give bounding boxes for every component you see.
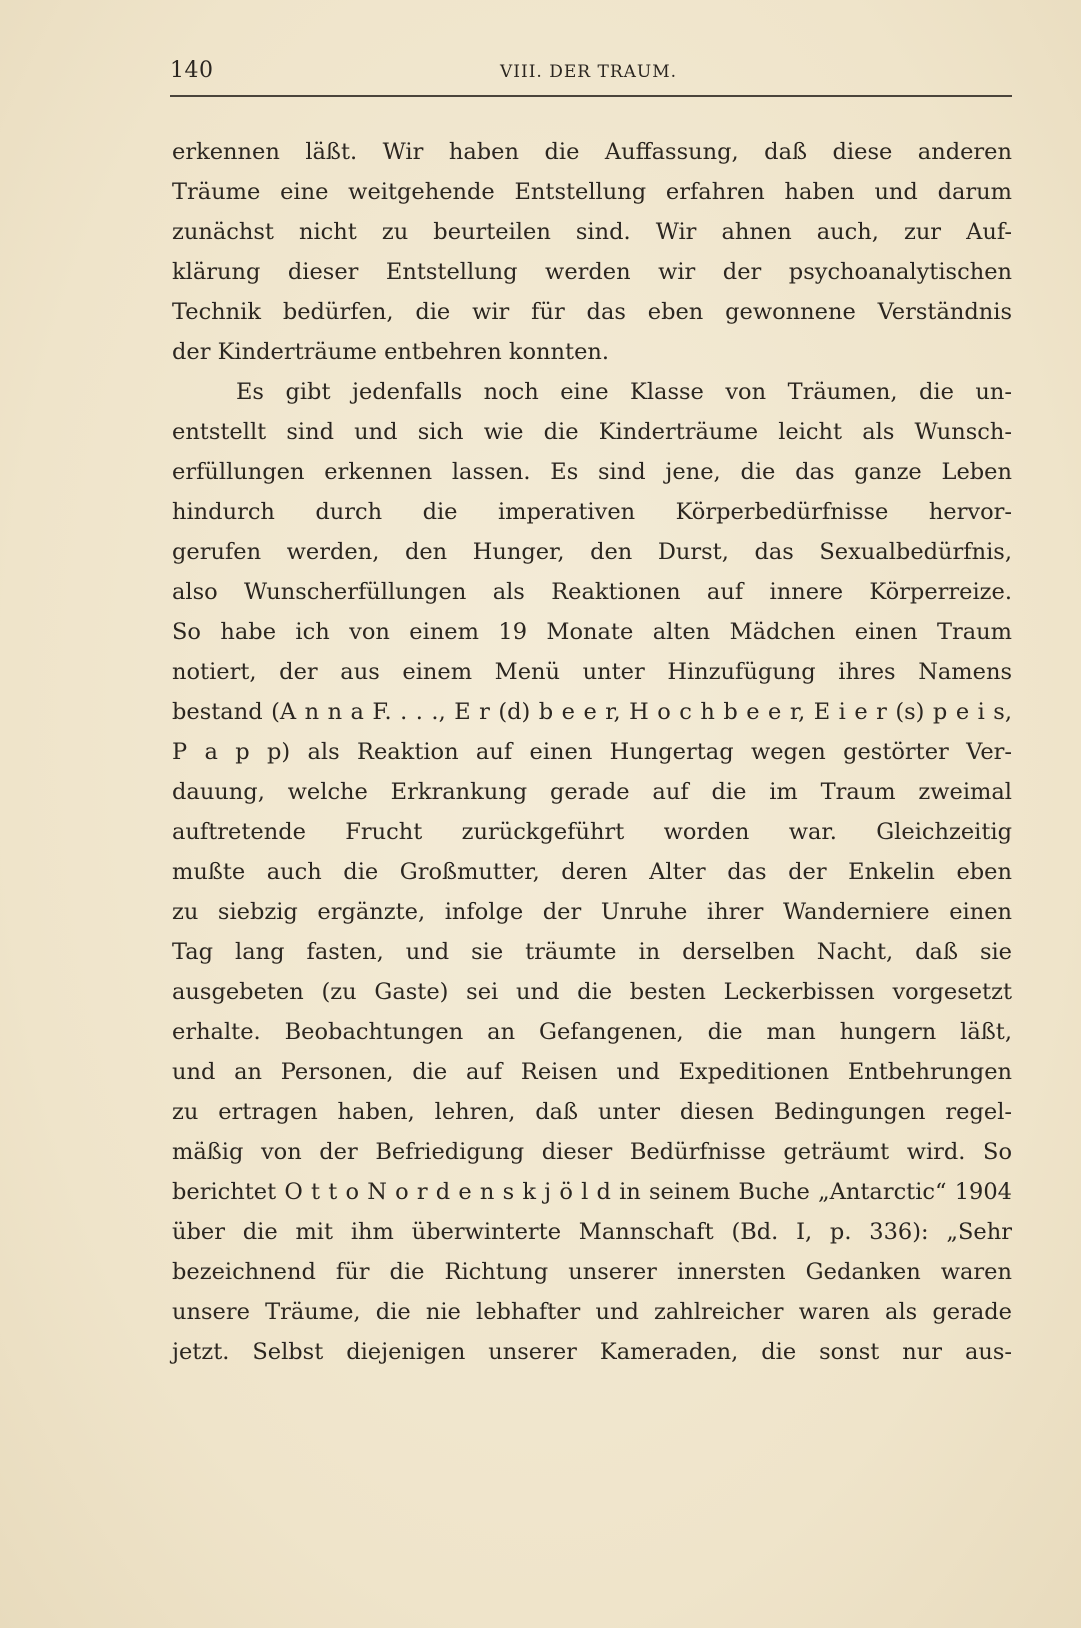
text-line: hindurch durch die imperativen Körperbedürfnisse hervor-	[172, 499, 1012, 525]
text-line: P a p p) als Reaktion auf einen Hungertag wegen gestörter Ver-	[172, 739, 1012, 765]
text-line: jetzt. Selbst diejenigen unserer Kameraden, die sonst nur aus-	[172, 1339, 1012, 1365]
text-line: der Kinderträume entbehren konnten.	[172, 339, 610, 365]
text-line: erhalte. Beobachtungen an Gefangenen, die man hungern läßt,	[172, 1019, 1012, 1045]
text-line: Träume eine weitgehende Entstellung erfahren haben und darum	[172, 179, 1012, 205]
text-line: Technik bedürfen, die wir für das eben gewonnene Verständnis	[172, 299, 1012, 325]
text-line: zu siebzig ergänzte, infolge der Unruhe ihrer Wanderniere einen	[172, 899, 1012, 925]
text-line: erkennen läßt. Wir haben die Auffassung, daß diese anderen	[172, 139, 1012, 165]
text-line: über die mit ihm überwinterte Mannschaft (Bd. I, p. 336): „Sehr	[172, 1219, 1012, 1245]
running-title: VIII. DER TRAUM.	[500, 62, 678, 82]
text-line: also Wunscherfüllungen als Reaktionen auf innere Körperreize.	[172, 579, 1012, 605]
text-line: bezeichnend für die Richtung unserer innersten Gedanken waren	[172, 1259, 1012, 1285]
text-line: gerufen werden, den Hunger, den Durst, das Sexualbedürfnis,	[172, 539, 1012, 565]
text-line: So habe ich von einem 19 Monate alten Mädchen einen Traum	[172, 619, 1012, 645]
page-number: 140	[170, 58, 214, 83]
text-line: mußte auch die Großmutter, deren Alter das der Enkelin eben	[172, 859, 1012, 885]
text-line: bestand (A n n a F. . . ., E r (d) b e e r, H o c h b e e r, E i e r (s) p e i s,	[172, 699, 1012, 725]
text-line: erfüllungen erkennen lassen. Es sind jene, die das ganze Leben	[172, 459, 1012, 485]
text-line: berichtet O t t o N o r d e n s k j ö l d in seinem Buche „Antarctic“ 1904	[172, 1179, 1012, 1205]
text-line: zunächst nicht zu beurteilen sind. Wir ahnen auch, zur Auf-	[172, 219, 1012, 245]
text-line: entstellt sind und sich wie die Kinderträume leicht als Wunsch-	[172, 419, 1012, 445]
text-line: auftretende Frucht zurückgeführt worden war. Gleichzeitig	[172, 819, 1012, 845]
text-line: mäßig von der Befriedigung dieser Bedürfnisse geträumt wird. So	[172, 1139, 1012, 1165]
text-line: klärung dieser Entstellung werden wir der psychoanalytischen	[172, 259, 1012, 285]
text-line: notiert, der aus einem Menü unter Hinzufügung ihres Namens	[172, 659, 1012, 685]
text-line: unsere Träume, die nie lebhafter und zahlreicher waren als gerade	[172, 1299, 1012, 1325]
text-line: dauung, welche Erkrankung gerade auf die im Traum zweimal	[172, 779, 1012, 805]
page-header	[170, 58, 1012, 94]
text-line: Es gibt jedenfalls noch eine Klasse von Träumen, die un-	[236, 379, 1012, 405]
text-line: und an Personen, die auf Reisen und Expeditionen Entbehrungen	[172, 1059, 1012, 1085]
text-line: Tag lang fasten, und sie träumte in derselben Nacht, daß sie	[172, 939, 1012, 965]
body-text	[172, 132, 1012, 1372]
text-line: ausgebeten (zu Gaste) sei und die besten Leckerbissen vorgesetzt	[172, 979, 1012, 1005]
text-line: zu ertragen haben, lehren, daß unter diesen Bedingungen regel-	[172, 1099, 1012, 1125]
header-rule	[170, 95, 1012, 97]
